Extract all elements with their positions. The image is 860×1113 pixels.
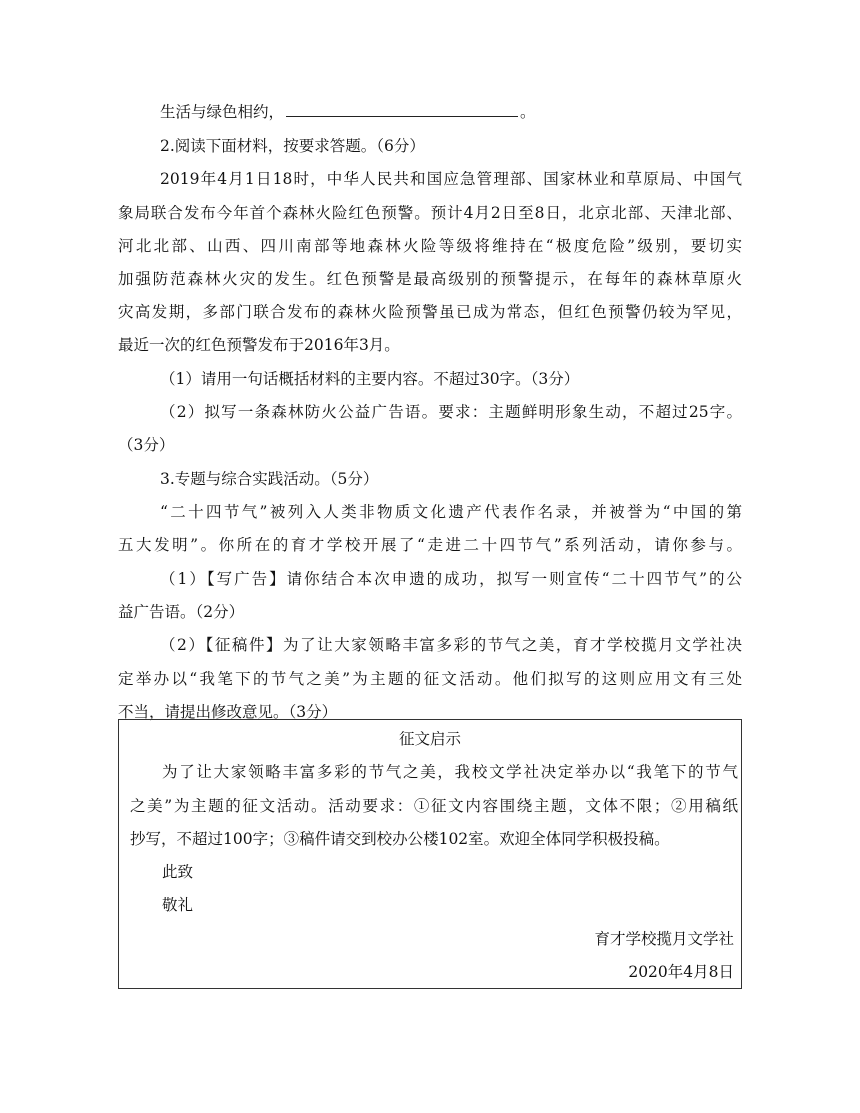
notice-closing-2: 敬礼: [162, 896, 194, 914]
q3-intro-line-1: “二十四节气”被列入人类非物质文化遗产代表作名录，并被誉为“中国的第: [160, 503, 742, 521]
q3-subquestion-2-line-1: （2）【征稿件】为了让大家领略丰富多彩的节气之美，育才学校揽月文学社决: [160, 636, 742, 654]
q2-material-line-4: 加强防范森林火灾的发生。红色预警是最高级别的预警提示，在每年的森林草原火: [118, 270, 742, 288]
question-2-heading: 2.阅读下面材料，按要求答题。（6分）: [160, 137, 425, 155]
q3-subquestion-2-line-2: 定举办以“我笔下的节气之美”为主题的征文活动。他们拟写的这则应用文有三处: [118, 670, 742, 688]
q2-material-line-5: 灾高发期，多部门联合发布的森林火险预警虽已成为常态，但红色预警仍较为罕见，: [118, 303, 742, 321]
q3-subquestion-1-line-2: 益广告语。（2分）: [118, 603, 245, 621]
notice-closing-1: 此致: [162, 863, 194, 881]
fill-blank-line: [118, 102, 742, 124]
question-3-heading: 3.专题与综合实践活动。（5分）: [160, 470, 379, 488]
notice-body-line-2: 之美”为主题的征文活动。活动要求：①征文内容围绕主题，文体不限；②用稿纸: [130, 797, 738, 815]
q3-intro-line-2: 五大发明”。你所在的育才学校开展了“走进二十四节气”系列活动，请你参与。: [118, 536, 742, 554]
notice-title: 征文启示: [398, 730, 461, 748]
q2-material-line-1: 2019年4月1日18时，中华人民共和国应急管理部、国家林业和草原局、中国气: [160, 170, 742, 188]
q2-material-line-3: 河北北部、山西、四川南部等地森林火险等级将维持在“极度危险”级别，要切实: [118, 237, 742, 255]
fill-blank-suffix: 。: [520, 103, 536, 121]
fill-blank-prefix: 生活与绿色相约，: [160, 103, 285, 121]
answer-blank[interactable]: [286, 102, 518, 117]
notice-signature: 育才学校揽月文学社: [594, 930, 734, 948]
notice-body-line-3: 抄写，不超过100字；③稿件请交到校办公楼102室。欢迎全体同学积极投稿。: [130, 830, 670, 848]
q2-material-line-2: 象局联合发布今年首个森林火险红色预警。预计4月2日至8日，北京北部、天津北部、: [118, 204, 742, 222]
q2-subquestion-2-line-1: （2）拟写一条森林防火公益广告语。要求：主题鲜明形象生动，不超过25字。: [160, 403, 742, 421]
q2-material-line-6: 最近一次的红色预警发布于2016年3月。: [118, 336, 400, 354]
q3-subquestion-1-line-1: （1）【写广告】请你结合本次申遗的成功，拟写一则宣传“二十四节气”的公: [160, 570, 742, 588]
q3-subquestion-2-line-3: 不当，请提出修改意见。（3分）: [118, 703, 338, 721]
q2-subquestion-1: （1）请用一句话概括材料的主要内容。不超过30字。（3分）: [160, 370, 580, 388]
q2-subquestion-2-line-2: （3分）: [118, 436, 175, 454]
notice-body-line-1: 为了让大家领略丰富多彩的节气之美，我校文学社决定举办以“我笔下的节气: [162, 763, 738, 781]
notice-date: 2020年4月8日: [628, 963, 734, 981]
